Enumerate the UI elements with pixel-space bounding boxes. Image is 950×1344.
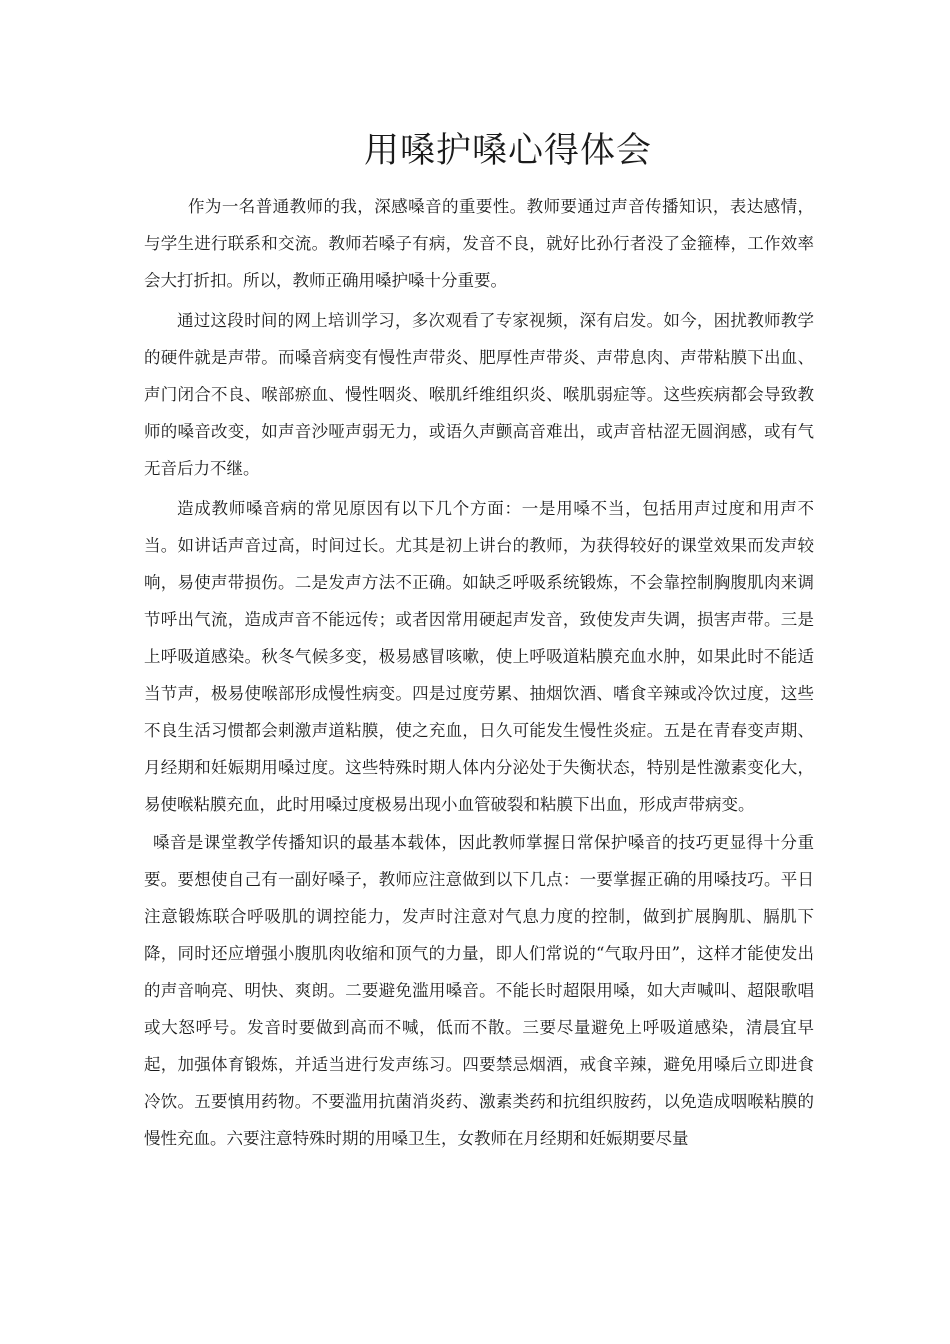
document-body <box>144 188 814 1157</box>
paragraph-2: 通过这段时间的网上培训学习，多次观看了专家视频，深有启发。如今，困扰教师教学的硬件就是声带。而嗓音病变有慢性声带炎、肥厚性声带炎、声带息肉、声带粘膜下出血、声门闭合不良、喉部瘀血、慢性咽炎、喉肌纤维组织炎、喉肌弱症等。这些疾病都会导致教师的嗓音改变，如声音沙哑声弱无力，或语久声颤高音难出，或声音枯涩无圆润感，或有气无音后力不继。 <box>144 311 814 478</box>
paragraph-4: 嗓音是课堂教学传播知识的最基本载体，因此教师掌握日常保护嗓音的技巧更显得十分重要。要想使自己有一副好嗓子，教师应注意做到以下几点：一要掌握正确的用嗓技巧。平日注意锻炼联合呼吸肌的调控能力，发声时注意对气息力度的控制，做到扩展胸肌、膈肌下降，同时还应增强小腹肌肉收缩和顶气的力量，即人们常说的“气取丹田”，这样才能使发出的声音响亮、明快、爽朗。二要避免滥用嗓音。不能长时超限用嗓，如大声喊叫、超限歌唱或大怒呼号。发音时要做到高而不喊，低而不散。三要尽量避免上呼吸道感染，清晨宜早起，加强体育锻炼，并适当进行发声练习。四要禁忌烟酒，戒食辛辣，避免用嗓后立即进食冷饮。五要慎用药物。不要滥用抗菌消炎药、激素类药和抗组织胺药，以免造成咽喉粘膜的慢性充血。六要注意特殊时期的用嗓卫生，女教师在月经期和妊娠期要尽量 <box>144 833 814 1148</box>
paragraph-3: 造成教师嗓音病的常见原因有以下几个方面：一是用嗓不当，包括用声过度和用声不当。如讲话声音过高，时间过长。尤其是初上讲台的教师，为获得较好的课堂效果而发声较响，易使声带损伤。二是发声方法不正确。如缺乏呼吸系统锻炼，不会靠控制胸腹肌肉来调节呼出气流，造成声音不能远传；或者因常用硬起声发音，致使发声失调，损害声带。三是上呼吸道感染。秋冬气候多变，极易感冒咳嗽，使上呼吸道粘膜充血水肿，如果此时不能适当节声，极易使喉部形成慢性病变。四是过度劳累、抽烟饮酒、嗜食辛辣或冷饮过度，这些不良生活习惯都会刺激声道粘膜，使之充血，日久可能发生慢性炎症。五是在青春变声期、月经期和妊娠期用嗓过度。这些特殊时期人体内分泌处于失衡状态，特别是性激素变化大，易使喉粘膜充血，此时用嗓过度极易出现小血管破裂和粘膜下出血，形成声带病变。 <box>144 499 814 814</box>
paragraph-1: 作为一名普通教师的我，深感嗓音的重要性。教师要通过声音传播知识，表达感情，与学生进行联系和交流。教师若嗓子有病，发音不良，就好比孙行者没了金箍棒，工作效率会大打折扣。所以，教师正确用嗓护嗓十分重要。 <box>144 197 814 290</box>
document-title: 用嗓护嗓心得体会 <box>363 131 652 171</box>
